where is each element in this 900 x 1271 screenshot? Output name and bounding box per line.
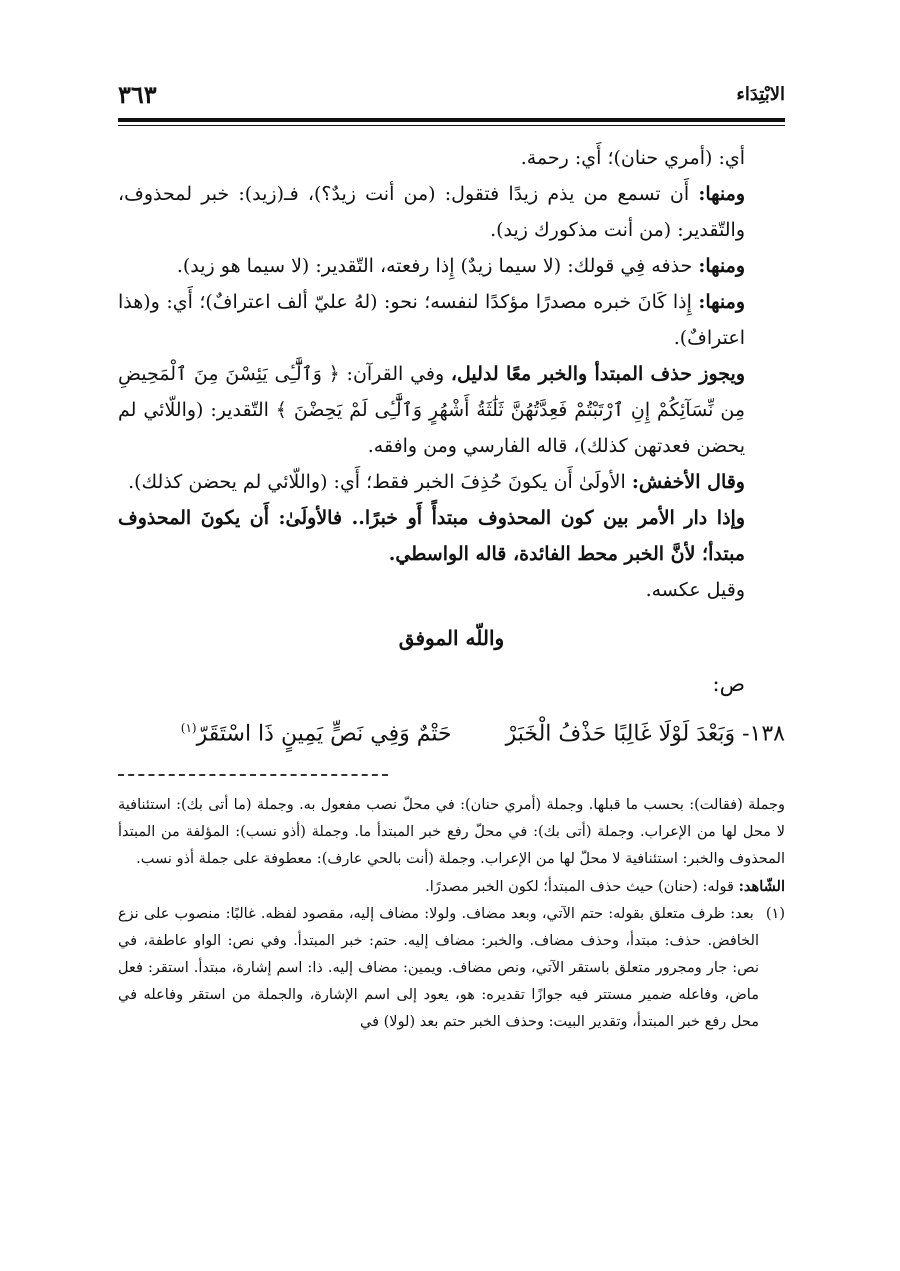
footnote-1	[118, 901, 785, 1036]
bold-lead: ومنها:	[698, 255, 745, 277]
sad-label: ص:	[712, 672, 745, 696]
verse-number: ١٣٨-	[742, 721, 785, 747]
closing-heading: واللّه الموفق	[398, 626, 505, 650]
paragraph	[118, 464, 785, 500]
bold-lead: ومنها:	[698, 183, 745, 205]
paragraph-text: إِذا كَانَ خبره مصدرًا مؤكدًا لنفسه؛ نحو: (لهُ عليّ ألف اعترافٌ)؛ أَي: و(هذا اعترافٌ).	[118, 291, 745, 349]
bold-lead: ومنها:	[698, 291, 746, 313]
footnote-separator	[118, 774, 388, 776]
header-rule-thin	[118, 125, 785, 126]
footnote-number: (١)	[765, 906, 785, 923]
paragraph: أي: (أمري حنان)؛ أَي: رحمة.	[520, 147, 745, 169]
running-header	[118, 80, 785, 114]
paragraph	[118, 284, 785, 356]
paragraph: وإذا دار الأمر بين كون المحذوف مبتدأً أَو خبرًا.. فالأولَىٰ: أَن يكونَ المحذوف مبتدأ؛ لأنَّ الخبر محط الفائدة، قاله الواسطي.	[118, 507, 745, 565]
verse-hemistich-1: وَبَعْدَ لَوْلَا غَالِبًا حَذْفُ الْخَبَرْ	[505, 721, 736, 747]
header-rule-thick	[118, 118, 785, 122]
chapter-title: الابْتِدَاء	[736, 84, 785, 105]
paragraph	[118, 356, 785, 464]
page	[118, 80, 785, 1036]
page-number: ٣٦٣	[118, 80, 157, 109]
footnote-ref[interactable]: (١)	[180, 721, 197, 735]
paragraph-text: أَن تسمع من يذم زيدًا فتقول: (من أنت زيدٌ؟)، فـ(زيد): خبر لمحذوف، والتّقدير: (من أنت مذكورك زيد).	[118, 183, 745, 241]
paragraph	[118, 248, 785, 284]
bold-lead: وقال الأخفش:	[631, 471, 745, 493]
footnotes	[118, 792, 785, 1036]
paragraph-text: وفي القرآن: ﴿ وَٱلَّٰٓـِٔى يَئِسْنَ مِنَ ٱلْمَحِيضِ مِن نِّسَآئِكُمْ إِنِ ٱرْتَبْتُمْ فَعِدَّتُهُنَّ ثَلَٰثَةُ أَشْهُرٍ وَٱلَّٰٓـِٔى لَمْ يَحِضْنَ ﴾ التّقدير: (واللّائي لم يحضن فعدتهن كذلك)، قاله الفارسي ومن وافقه.	[118, 363, 745, 457]
bold-lead: الشّاهد:	[738, 878, 785, 896]
footnote-text: بعد: ظرف متعلق بقوله: حتم الآتي، وبعد مضاف. ولولا: مضاف إليه، مقصود لفظه. غالبًا: منصوب على نزع الخافض. حذف: مبتدأ، وحذف مضاف. والخبر: مضاف إليه. حتم: خبر المبتدأ. وفي نص: الواو عاطفة، في نص: جار ومجرور متعلق باستقر الآتي، ونص مضاف. ويمين: مضاف إليه. ذا: اسم إشارة، مبتدأ. استقر: فعل ماض، وفاعله ضمير مستتر فيه جوازًا تقديره: هو، يعود إلى اسم الإشارة، والجملة من استقر وفاعله في محل رفع خبر المبتدأ، وتقدير البيت: وحذف الخبر حتم بعد (لولا) في	[118, 906, 759, 1031]
verse-line	[118, 708, 785, 754]
note-paragraph: وجملة (فقالت): بحسب ما قبلها. وجملة (أمري حنان): في محلّ نصب مفعول به. وجملة (ما أتى بك): استئنافية لا محل لها من الإعراب. وجملة (أتى بك): في محلّ رفع خبر المبتدأ ما. وجملة (أذو نسب): المؤلفة من المبتدأ المحذوف والخبر: استئنافية لا محلّ لها من الإعراب. وجملة (أنت بالحي عارف): معطوفة على جملة أذو نسب.	[118, 797, 785, 868]
bold-lead: ويجوز حذف المبتدأ والخبر معًا لدليل،	[450, 363, 745, 385]
paragraph-text: حذفه فِي قولك: (لا سيما زيدٌ) إِذا رفعته، التّقدير: (لا سيما هو زيد).	[176, 255, 693, 277]
note-paragraph	[118, 873, 785, 901]
paragraph-text: الأولَىٰ أَن يكونَ حُذِفَ الخبر فقط؛ أَي: (واللّائي لم يحضن كذلك).	[128, 471, 626, 493]
paragraph: وقيل عكسه.	[645, 579, 745, 601]
main-text	[118, 140, 785, 656]
paragraph	[118, 176, 785, 248]
note-text: قوله: (حنان) حيث حذف المبتدأ؛ لكون الخبر مصدرًا.	[425, 879, 734, 896]
verse-hemistich-2: حَتْمٌ وَفِي نَصٍّ يَمِينٍ ذَا اسْتَقَرّ	[196, 721, 452, 747]
